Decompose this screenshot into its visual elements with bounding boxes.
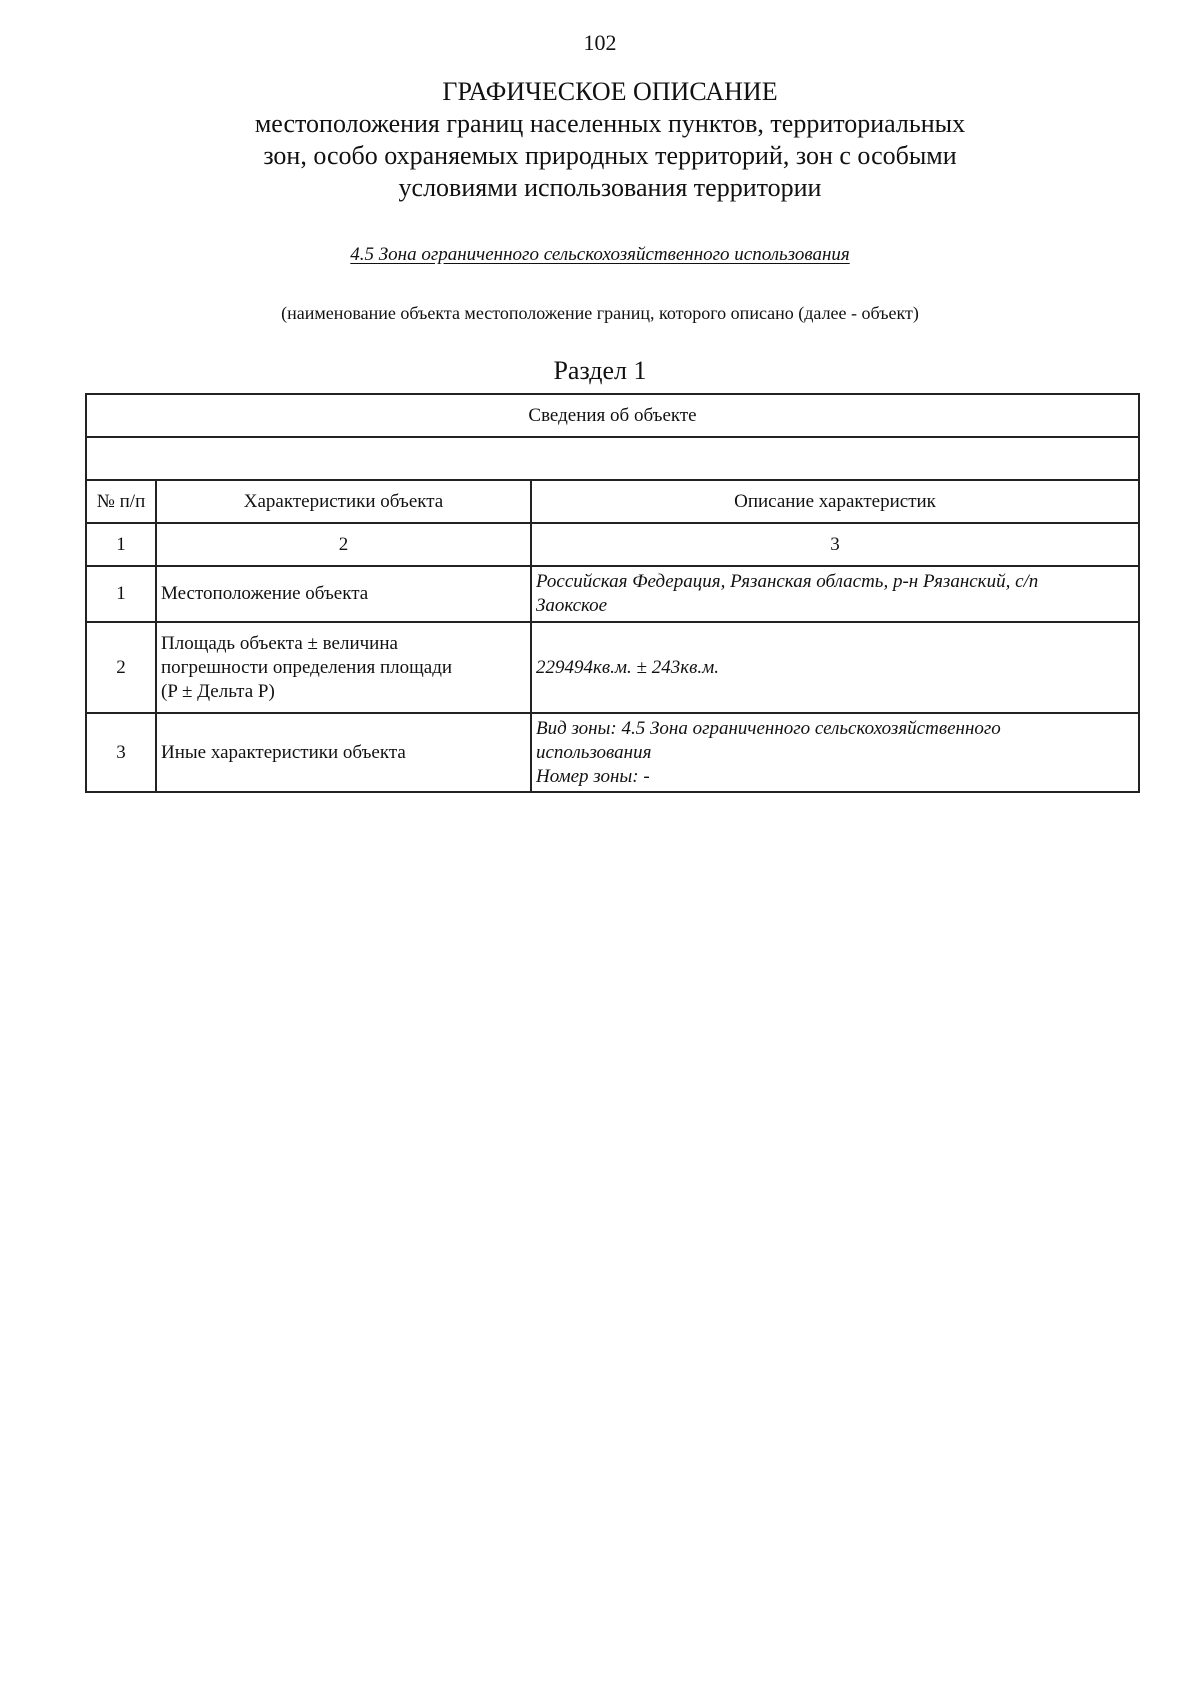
object-caption: (наименование объекта местоположение границ, которого описано (далее - объект)	[281, 303, 919, 323]
row-1-description-line-2: Заокское	[536, 595, 608, 616]
object-info-table	[85, 393, 1140, 793]
title-line-3: зон, особо охраняемых природных территорий, зон с особыми	[263, 141, 957, 170]
column-number-1: 1	[86, 523, 156, 566]
row-2-num: 2	[86, 622, 156, 713]
row-1-description	[531, 566, 1139, 622]
object-name	[0, 244, 1200, 266]
title-line-4: условиями использования территории	[398, 173, 822, 202]
table-empty-row	[86, 437, 1139, 480]
row-3-num: 3	[86, 713, 156, 792]
header-description: Описание характеристик	[531, 480, 1139, 523]
section-title: Раздел 1	[553, 356, 647, 385]
row-1-description-line-1: Российская Федерация, Рязанская область, р-н Рязанский, с/п	[536, 571, 1039, 592]
table-empty-cell	[86, 437, 1139, 480]
object-name-text: 4.5 Зона ограниченного сельскохозяйственного использования	[350, 244, 850, 265]
column-number-3: 3	[531, 523, 1139, 566]
table-row	[86, 566, 1139, 622]
row-2-description: 229494кв.м. ± 243кв.м.	[531, 622, 1139, 713]
table-caption-row	[86, 394, 1139, 437]
row-2-characteristic-line-1: Площадь объекта ± величина	[161, 632, 398, 654]
table-header-row	[86, 480, 1139, 523]
header-num: № п/п	[86, 480, 156, 523]
row-3-description-line-3: Номер зоны: -	[536, 765, 650, 787]
table-row	[86, 622, 1139, 713]
row-3-description-line-2: использования	[536, 741, 652, 763]
column-number-2: 2	[156, 523, 531, 566]
header-characteristic: Характеристики объекта	[156, 480, 531, 523]
row-2-characteristic-line-3: (P ± Дельта P)	[161, 680, 275, 702]
row-2-characteristic-line-2: погрешности определения площади	[161, 656, 453, 678]
row-1-characteristic: Местоположение объекта	[156, 566, 531, 622]
row-3-description	[531, 713, 1139, 792]
document-title	[140, 76, 1080, 204]
table-caption: Сведения об объекте	[86, 394, 1139, 437]
title-line-2: местоположения границ населенных пунктов, территориальных	[254, 109, 966, 138]
row-3-description-line-1: Вид зоны: 4.5 Зона ограниченного сельскохозяйственного	[536, 717, 1001, 739]
title-line-1: ГРАФИЧЕСКОЕ ОПИСАНИЕ	[442, 77, 778, 106]
row-1-num: 1	[86, 566, 156, 622]
column-number-row	[86, 523, 1139, 566]
row-2-characteristic	[156, 622, 531, 713]
table-row	[86, 713, 1139, 792]
page-number: 102	[583, 30, 617, 55]
row-3-characteristic: Иные характеристики объекта	[156, 713, 531, 792]
